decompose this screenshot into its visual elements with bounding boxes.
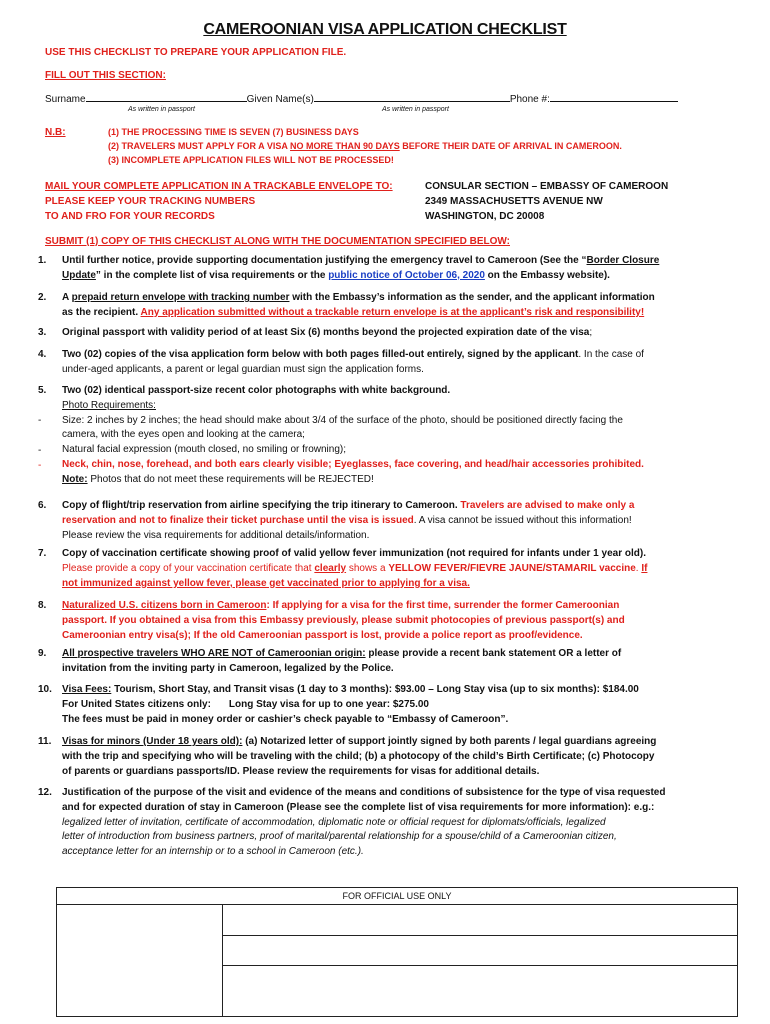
mail-line-1: MAIL YOUR COMPLETE APPLICATION IN A TRACKABLE ENVELOPE TO:: [45, 181, 393, 192]
intro-line-1: USE THIS CHECKLIST TO PREPARE YOUR APPLICATION FILE.: [45, 47, 347, 58]
nb-line-3: (3) INCOMPLETE APPLICATION FILES WILL NOT BE PROCESSED!: [108, 155, 394, 165]
given-name-label: Given Name(s): [246, 94, 314, 105]
checklist-item-11: 11. Visas for minors (Under 18 years old): (a) Notarized letter of support jointly signed by both parents / legal guardians agreeing with the trip and specifying who will be traveling with the child; (b) a photocopy of the child’s Birth Certificate; (c) Photocopy of parents or guardians passports/ID. Please review the requirements for visas for additional details.: [38, 736, 657, 777]
mail-line-2: PLEASE KEEP YOUR TRACKING NUMBERS: [45, 196, 256, 207]
surname-hint: As written in passport: [128, 106, 195, 113]
official-use-header: FOR OFFICIAL USE ONLY: [57, 888, 737, 905]
submit-heading: SUBMIT (1) COPY OF THIS CHECKLIST ALONG WITH THE DOCUMENTATION SPECIFIED BELOW:: [45, 236, 510, 247]
name-fields-row: [45, 91, 678, 106]
address-line-2: 2349 MASSACHUSETTS AVENUE NW: [425, 196, 603, 207]
public-notice-link[interactable]: public notice of October 06, 2020: [328, 269, 485, 281]
checklist-item-10: 10. Visa Fees: Tourism, Short Stay, and Transit visas (1 day to 3 months): $93.00 – Long Stay visa (up to six months): $184.00 For United States citizens only: Long Stay visa for up to one year: $275.00 The fees must be paid in money order or cashier’s check payable to “Embassy of Cameroon”.: [38, 684, 639, 725]
official-use-divider: [222, 904, 223, 1016]
official-use-row-line-1: [222, 935, 737, 936]
checklist-item-3: 3. Original passport with validity period of at least Six (6) months beyond the projected expiration date of the visa;: [38, 327, 593, 338]
address-line-1: CONSULAR SECTION – EMBASSY OF CAMEROON: [425, 181, 669, 192]
checklist-item-7: 7. Copy of vaccination certificate showing proof of valid yellow fever immunization (not required for infants under 1 year old). Please provide a copy of your vaccination certificate that clearly shows a YELLOW FEVER/FIEVRE JAUNE/STAMARIL vaccine. If not immunized against yellow fever, please get vaccinated prior to applying for a visa.: [38, 548, 648, 589]
checklist-item-4: 4. Two (02) copies of the visa application form below with both pages filled-out entirely, signed by the applicant. In the case of under-aged applicants, a parent or legal guardian must sign the application forms.: [38, 349, 644, 375]
checklist-item-2: 2. A prepaid return envelope with tracking number with the Embassy’s information as the sender, and the applicant information as the recipient. Any application submitted without a trackable return envelope is at the applicant’s risk and responsibility!: [38, 292, 655, 318]
nb-line-2: (2) TRAVELERS MUST APPLY FOR A VISA NO MORE THAN 90 DAYS BEFORE THEIR DATE OF ARRIVAL IN CAMEROON.: [108, 141, 622, 151]
intro-line-2: FILL OUT THIS SECTION:: [45, 70, 166, 81]
checklist-item-5: 5. Two (02) identical passport-size recent color photographs with white background. Photo Requirements: Size: 2 inches by 2 inches; the head should make about 3/4 of the surface of the photo, should be positioned directly facing the camera, with the eyes open and looking at the camera; Natural facial expression (mouth closed, no smiling or frowning); Neck, chin, nose, forehead, and both ears clearly visible; Eyeglasses, face covering, and head/hair accessories prohibited. Note: Photos that do not meet these requirements will be REJECTED! - - -: [38, 385, 644, 485]
official-use-box: [56, 887, 738, 1017]
checklist-item-8: 8. Naturalized U.S. citizens born in Cameroon: If applying for a visa for the first time, surrender the former Cameroonian passport. If you obtained a visa from this Embassy previously, please submit photocopies of previous passport(s) and Cameroonian entry visa(s); If the old Cameroonian passport is lost, provide a police report as proof/evidence.: [38, 600, 625, 641]
surname-input[interactable]: [86, 91, 247, 102]
nb-label: N.B:: [45, 127, 66, 138]
surname-label: Surname: [45, 94, 86, 105]
nb-line-1: (1) THE PROCESSING TIME IS SEVEN (7) BUSINESS DAYS: [108, 127, 359, 137]
given-name-hint: As written in passport: [382, 106, 449, 113]
page-title: CAMEROONIAN VISA APPLICATION CHECKLIST: [203, 21, 567, 38]
official-use-row-line-2: [222, 965, 737, 966]
phone-input[interactable]: [550, 91, 678, 102]
address-line-3: WASHINGTON, DC 20008: [425, 211, 545, 222]
given-name-input[interactable]: [314, 91, 510, 102]
checklist-item-9: 9. All prospective travelers WHO ARE NOT of Cameroonian origin: please provide a recent bank statement OR a letter of invitation from the inviting party in Cameroon, legalized by the Police.: [38, 648, 622, 674]
checklist-item-12: 12. Justification of the purpose of the visit and evidence of the means and conditions of subsistence for the type of visa requested and for expected duration of stay in Cameroon (Please see the complete list of visa requirements for more information): e.g.: legalized letter of invitation, certificate of accommodation, diplomatic note or official request for diplomats/officials, legalized letter of introduction from business partners, proof of marital/parental relationship for a spouse/child of a Cameroonian citizen, acceptance letter for an internship or to a school in Cameroon (etc.).: [38, 787, 666, 858]
phone-label: Phone #:: [509, 94, 550, 105]
mail-line-3: TO AND FRO FOR YOUR RECORDS: [45, 211, 215, 222]
checklist-item-1: 1. Until further notice, provide supporting documentation justifying the emergency travel to Cameroon (See the “Border Closure Update” in the complete list of visa requirements or the public notice of October 06, 2020 on the Embassy website).: [38, 255, 660, 281]
checklist-item-6: 6. Copy of flight/trip reservation from airline specifying the trip itinerary to Cameroon. Travelers are advised to make only a reservation and not to finalize their ticket purchase until the visa is issued. A visa cannot be issued without this information! Please review the visa requirements for additional details/information.: [38, 500, 635, 541]
